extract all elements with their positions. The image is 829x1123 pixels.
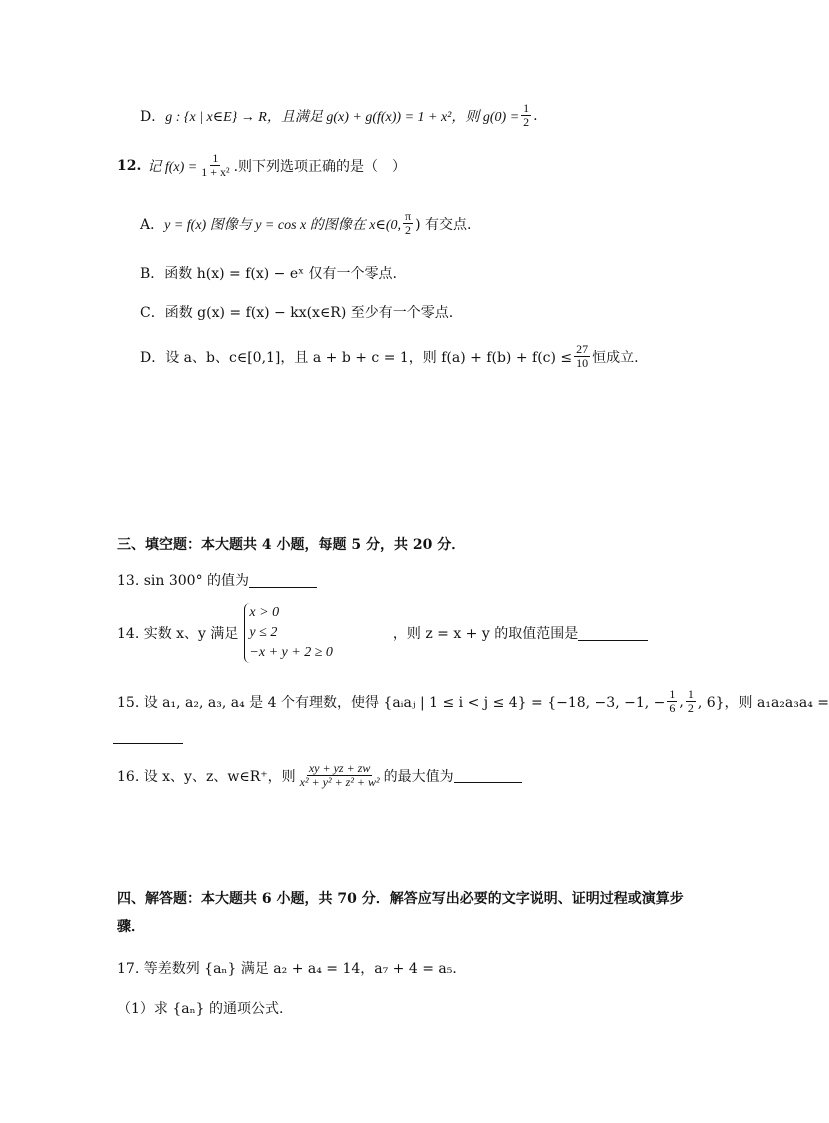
q12-option-a-end: ) 有交点. xyxy=(415,216,472,233)
q14-pre: 14. 实数 x、y 满足 xyxy=(117,626,239,642)
q12-option-a-label: A． xyxy=(140,216,165,233)
q14-post: ，则 z = x + y 的取值范围是 xyxy=(392,626,579,642)
q11-option-d-label: D． xyxy=(140,108,166,125)
frac-numerator: 1 xyxy=(669,687,676,701)
q12-fraction xyxy=(199,152,231,179)
section4-heading-line-1: 四、解答题：本大题共 6 小题，共 70 分．解答应写出必要的文字说明、证明过程或演算步 xyxy=(117,891,684,907)
q11-option-d xyxy=(140,102,538,129)
answer-blank[interactable] xyxy=(578,626,648,641)
frac-denominator: 2 xyxy=(523,115,530,129)
q13-text: 13. sin 300° 的值为 xyxy=(117,573,250,589)
q14-system-line-3: −x + y + 2 ≥ 0 xyxy=(249,645,333,660)
q12-option-a-text: y = f(x) 图像与 y = cos x 的图像在 x∈(0, xyxy=(164,217,401,233)
q12-option-b-text: 函数 h(x) = f(x) − eˣ 仅有一个零点. xyxy=(164,266,397,282)
q12-option-d-label: D． xyxy=(140,349,166,366)
q12-option-c xyxy=(140,302,453,322)
frac-denominator: 6 xyxy=(669,701,676,715)
q15-mid: , xyxy=(679,693,684,710)
q15 xyxy=(117,688,829,715)
frac-numerator: π xyxy=(405,209,412,223)
q12-option-d-fraction xyxy=(574,343,590,370)
q12-option-b-label: B． xyxy=(140,266,165,282)
frac-denominator: 2 xyxy=(687,701,694,715)
q15-post: , 6}，则 a₁a₂a₃a₄ = xyxy=(697,694,829,711)
q11-option-d-fraction xyxy=(521,102,531,129)
q15-fraction-2 xyxy=(686,688,696,715)
q16 xyxy=(117,762,522,789)
q12-stem-post: .则下列选项正确的是（ ） xyxy=(233,158,407,175)
q12-option-d xyxy=(140,343,639,370)
q16-post: 的最大值为 xyxy=(383,768,454,785)
q15-answer-line xyxy=(113,728,183,744)
q14-inequality-system xyxy=(244,603,332,663)
q12-option-d-text: 设 a、b、c∈[0,1]，且 a + b + c = 1，则 f(a) + f(b) + f(c) ≤ xyxy=(165,349,573,366)
q16-fraction xyxy=(298,762,382,789)
frac-numerator: 1 xyxy=(687,687,694,701)
frac-numerator: 27 xyxy=(576,342,589,356)
frac-denominator: x² + y² + z² + w² xyxy=(299,775,380,789)
frac-denominator: 10 xyxy=(576,356,589,370)
frac-denominator: 2 xyxy=(405,223,412,237)
q12-number: 12. xyxy=(117,157,142,174)
q13 xyxy=(117,570,317,590)
q12-option-a xyxy=(140,210,471,237)
frac-denominator: 1 + x² xyxy=(201,165,230,179)
q14-system-line-2: y ≤ 2 xyxy=(249,625,278,640)
q12-option-a-fraction xyxy=(403,210,413,237)
q11-option-d-text: g : {x | x∈E} → R，且满足 g(x) + g(f(x)) = 1 + x²，则 g(0) = xyxy=(165,109,520,125)
answer-blank[interactable] xyxy=(113,729,183,744)
q12-option-c-label: C． xyxy=(140,305,165,321)
q17: 17. 等差数列 {aₙ} 满足 a₂ + a₄ = 14，a₇ + 4 = a₅． xyxy=(117,961,467,977)
q12-stem-pre: 记 f(x) = xyxy=(147,159,198,175)
q14-system-line-1: x > 0 xyxy=(249,605,280,620)
q12-option-b xyxy=(140,263,397,283)
q15-pre: 15. 设 a₁, a₂, a₃, a₄ 是 4 个有理数，使得 {aᵢaⱼ | 1 ≤ i < j ≤ 4} = {−18, −3, −1, − xyxy=(117,694,666,711)
q15-fraction-1 xyxy=(667,688,677,715)
q14 xyxy=(117,603,648,663)
q16-pre: 16. 设 x、y、z、w∈R⁺，则 xyxy=(117,768,296,785)
q12-option-d-end: 恒成立. xyxy=(592,349,639,366)
q12-stem xyxy=(117,152,406,179)
frac-numerator: 1 xyxy=(523,101,530,115)
frac-numerator: 1 xyxy=(212,151,219,165)
answer-blank[interactable] xyxy=(454,768,522,783)
answer-blank[interactable] xyxy=(249,573,317,588)
section4-heading-line-2: 骤． xyxy=(117,919,145,935)
frac-numerator: xy + yz + zw xyxy=(308,761,371,775)
section3-heading: 三、填空题：本大题共 4 小题，每题 5 分，共 20 分． xyxy=(117,537,466,553)
q17-part-1: （1）求 {aₙ} 的通项公式. xyxy=(117,1001,284,1017)
q11-option-d-end: . xyxy=(533,107,538,124)
q12-option-c-text: 函数 g(x) = f(x) − kx(x∈R) 至少有一个零点. xyxy=(164,305,454,321)
